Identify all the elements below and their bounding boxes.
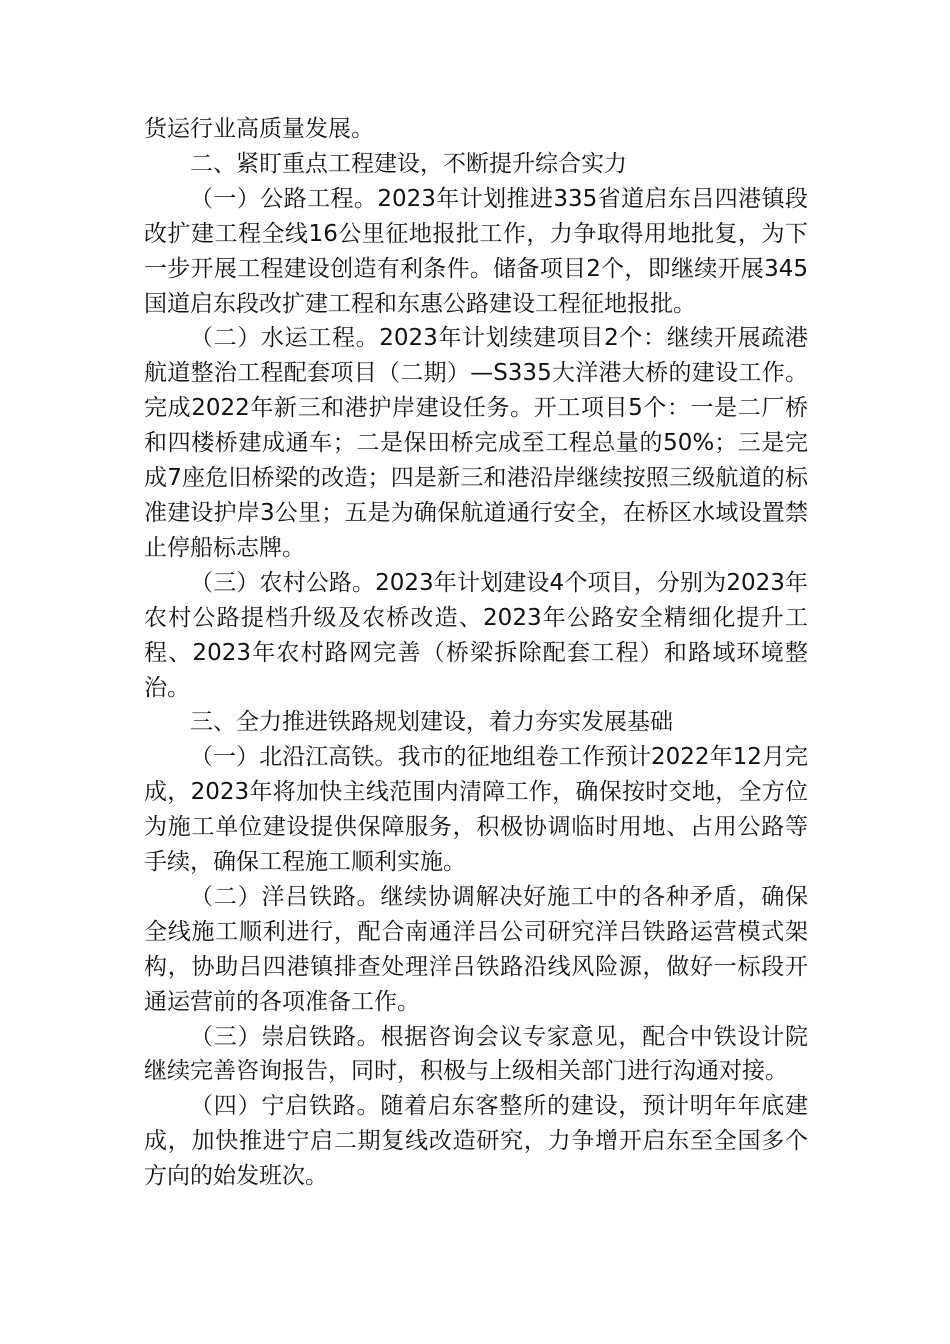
- paragraph-highway-engineering: （一）公路工程。2023年计划推进335省道启东吕四港镇段改扩建工程全线16公里征地报批工作，力争取得用地批复，为下一步开展工程建设创造有利条件。储备项目2个，即继续开展345国道启东段改扩建工程和东惠公路建设工程征地报批。: [144, 185, 808, 317]
- paragraph-continuation: 货运行业高质量发展。: [144, 116, 374, 142]
- paragraph-waterway-engineering: （二）水运工程。2023年计划续建项目2个：继续开展疏港航道整治工程配套项目（二期）—S335大洋港大桥的建设工作。完成2022年新三和港护岸建设任务。开工项目5个：一是二厂桥和四楼桥建成通车；二是保田桥完成至工程总量的50%；三是完成7座危旧桥梁的改造；四是新三和港沿岸继续按照三级航道的标准建设护岸3公里；五是为确保航道通行安全，在桥区水域设置禁止停船标志牌。: [144, 325, 808, 561]
- paragraph-north-yangtze-railway: （一）北沿江高铁。我市的征地组卷工作预计2022年12月完成，2023年将加快主线范围内清障工作，确保按时交地，全方位为施工单位建设提供保障服务，积极协调临时用地、占用公路等手续，确保工程施工顺利实施。: [144, 744, 808, 876]
- section-heading-2: 二、紧盯重点工程建设，不断提升综合实力: [190, 150, 627, 177]
- paragraph-yanglv-railway: （二）洋吕铁路。继续协调解决好施工中的各种矛盾，确保全线施工顺利进行，配合南通洋吕公司研究洋吕铁路运营模式架构，协助吕四港镇排查处理洋吕铁路沿线风险源，做好一标段开通运营前的各项准备工作。: [144, 883, 808, 1015]
- document-body: [144, 112, 808, 1194]
- paragraph-rural-roads: （三）农村公路。2023年计划建设4个项目，分别为2023年农村公路提档升级及农桥改造、2023年公路安全精细化提升工程、2023年农村路网完善（桥梁拆除配套工程）和路域环境整治。: [144, 569, 808, 701]
- paragraph-ningqi-railway: （四）宁启铁路。随着启东客整所的建设，预计明年年底建成，加快推进宁启二期复线改造研究，力争增开启东至全国多个方向的始发班次。: [144, 1093, 808, 1190]
- section-heading-3: 三、全力推进铁路规划建设，着力夯实发展基础: [190, 709, 673, 736]
- paragraph-chongqi-railway: （三）崇启铁路。根据咨询会议专家意见，配合中铁设计院继续完善咨询报告，同时，积极与上级相关部门进行沟通对接。: [144, 1023, 808, 1085]
